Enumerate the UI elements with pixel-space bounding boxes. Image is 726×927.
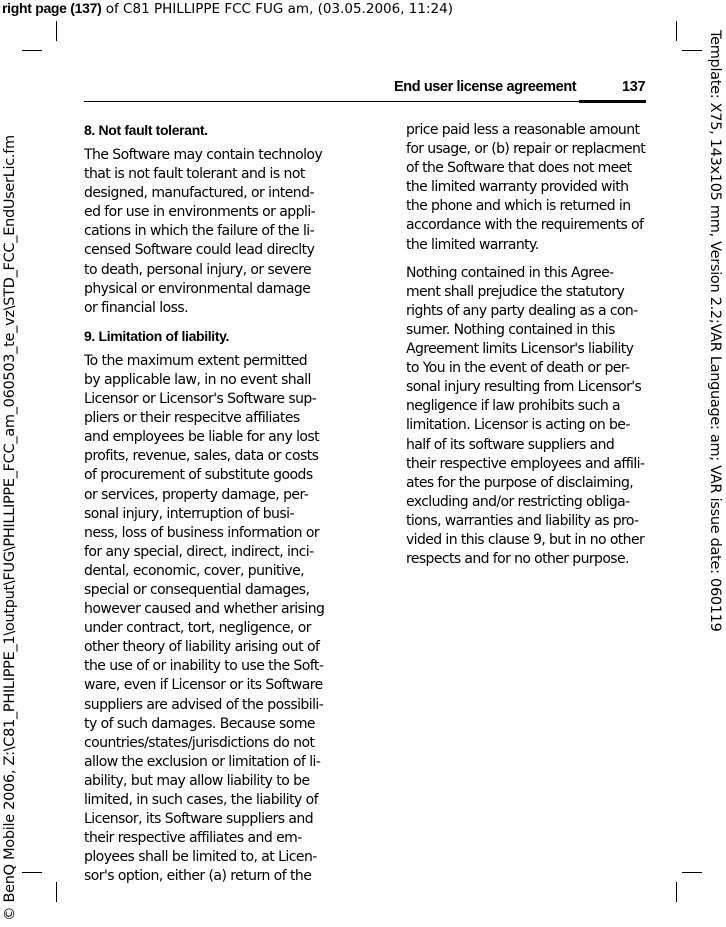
text-line: of the Software that does not meet [406,160,632,177]
text-line: ates for the purpose of disclaiming, [406,474,634,491]
text-line: vided in this clause 9, but in no other [406,531,645,548]
crop-mark-tl-h [22,50,42,51]
print-slug [2,0,453,18]
text-line: ness, loss of business information or [84,524,320,541]
text-line: ployees shall be limited to, at Licen- [84,849,317,866]
text-line: that is not fault tolerant and is not [84,166,305,183]
text-line: to death, personal injury, or severe [84,261,312,278]
text-line: countries/states/jurisdictions do not [84,734,315,751]
text-line: limitation. Licensor is acting on be- [406,417,630,434]
section-8-heading: 8. Not fault tolerant. [84,122,208,138]
text-line: excluding and/or restricting obliga- [406,493,630,510]
text-line: by applicable law, in no event shall [84,371,311,388]
crop-mark-tr-v [676,21,677,41]
text-line: tions, warranties and liability as pro- [406,512,639,529]
text-line: physical or environmental damage [84,280,311,297]
text-line: sonal injury, interruption of busi- [84,505,294,522]
left-column [84,121,380,895]
text-line: ability, but may allow liability to be [84,772,310,789]
text-line: to You in the event of death or per- [406,360,630,377]
text-line: negligence if law prohibits such a [406,398,620,415]
text-line: sonal injury resulting from Licensor's [406,379,642,396]
text-line: ment shall prejudice the statutory [406,283,625,300]
template-info-text: Template: X75, 143x105 mm, Version 2.2;VAR Language: am; VAR issue date: 060119 [707,30,723,632]
text-line: ed for use in environments or appli- [84,204,316,221]
crop-mark-br-h [682,872,702,873]
text-line: rights of any party dealing as a con- [406,302,638,319]
text-line: the use of or inability to use the Soft- [84,658,324,675]
slug-page-ref: right page (137) [2,0,102,16]
text-line: respects and for no other purpose. [406,551,629,568]
text-line: Licensor or Licensor's Software sup- [84,391,317,408]
section-9-body [84,352,380,887]
slug-document-info: of C81 PHILLIPPE FCC FUG am, (03.05.2006, 11:24) [101,1,453,17]
text-line: censed Software could lead direclty [84,242,315,259]
statutory-rights-paragraph [406,264,648,570]
running-header-title: End user license agreement [394,79,577,95]
text-line: Licensor, its Software suppliers and [84,811,314,828]
text-line: Agreement limits Licensor's liability [406,341,634,358]
text-line: the phone and which is returned in [406,198,631,215]
text-line: their respective affiliates and em- [84,830,302,847]
text-line: of procurement of substitute goods [84,467,313,484]
copyright-path-text: © BenQ Mobile 2006, Z:\C81_PHILIPPE_1\output\FUG\PHILLIPPE_FCC_am_060503_te_vz\STD_FCC_EndUserLic.fm [2,135,18,921]
text-line: special or consequential damages, [84,581,310,598]
text-line: price paid less a reasonable amount [406,122,640,138]
text-line: for any special, direct, indirect, inci- [84,543,314,560]
section-9-heading: 9. Limitation of liability. [84,327,230,344]
text-line: sor's option, either (a) return of the [84,868,312,885]
text-line: or services, property damage, per- [84,486,309,503]
warranty-remedy-paragraph [406,121,648,255]
text-line: allow the exclusion or limitation of li- [84,753,321,770]
text-line: under contract, tort, negligence, or [84,620,311,637]
text-line: for usage, or (b) repair or replacment [406,141,646,158]
text-line: The Software may contain technoloy [84,147,323,163]
text-line: the limited warranty provided with [406,179,629,196]
text-line: profits, revenue, sales, data or costs [84,448,319,465]
page-number: 137 [622,79,646,95]
text-line: dental, economic, cover, punitive, [84,562,305,579]
header-rule-accent [579,100,646,103]
text-line: suppliers are advised of the possibili- [84,696,324,713]
text-line: half of its software suppliers and [406,436,615,453]
text-line: accordance with the requirements of [406,217,644,234]
crop-mark-bl-h [22,872,42,873]
crop-mark-bl-v [56,882,57,902]
text-line: limited, in such cases, the liability of [84,792,319,808]
text-line: and employees be liable for any lost [84,429,320,446]
text-line: or financial loss. [84,299,189,316]
text-line: ty of such damages. Because some [84,715,315,732]
crop-mark-tr-h [682,50,702,51]
text-line: pliers or their respecitve affiliates [84,410,300,427]
text-line: however caused and whether arising [84,601,325,618]
text-line: To the maximum extent permitted [84,352,308,369]
text-line: the limited warranty. [406,236,539,253]
text-line: their respective employees and affili- [406,455,645,472]
text-line: designed, manufactured, or intend- [84,185,314,202]
text-line: Nothing contained in this Agree- [406,264,614,281]
header-rule [84,101,646,102]
text-line: cations in which the failure of the li- [84,223,315,240]
section-8-body [84,146,380,318]
crop-mark-tl-v [56,21,57,41]
text-line: sumer. Nothing contained in this [406,321,615,338]
crop-mark-br-v [676,882,677,902]
text-line: other theory of liability arising out of [84,639,320,656]
text-line: ware, even if Licensor or its Software [84,677,323,694]
right-column [406,121,648,578]
